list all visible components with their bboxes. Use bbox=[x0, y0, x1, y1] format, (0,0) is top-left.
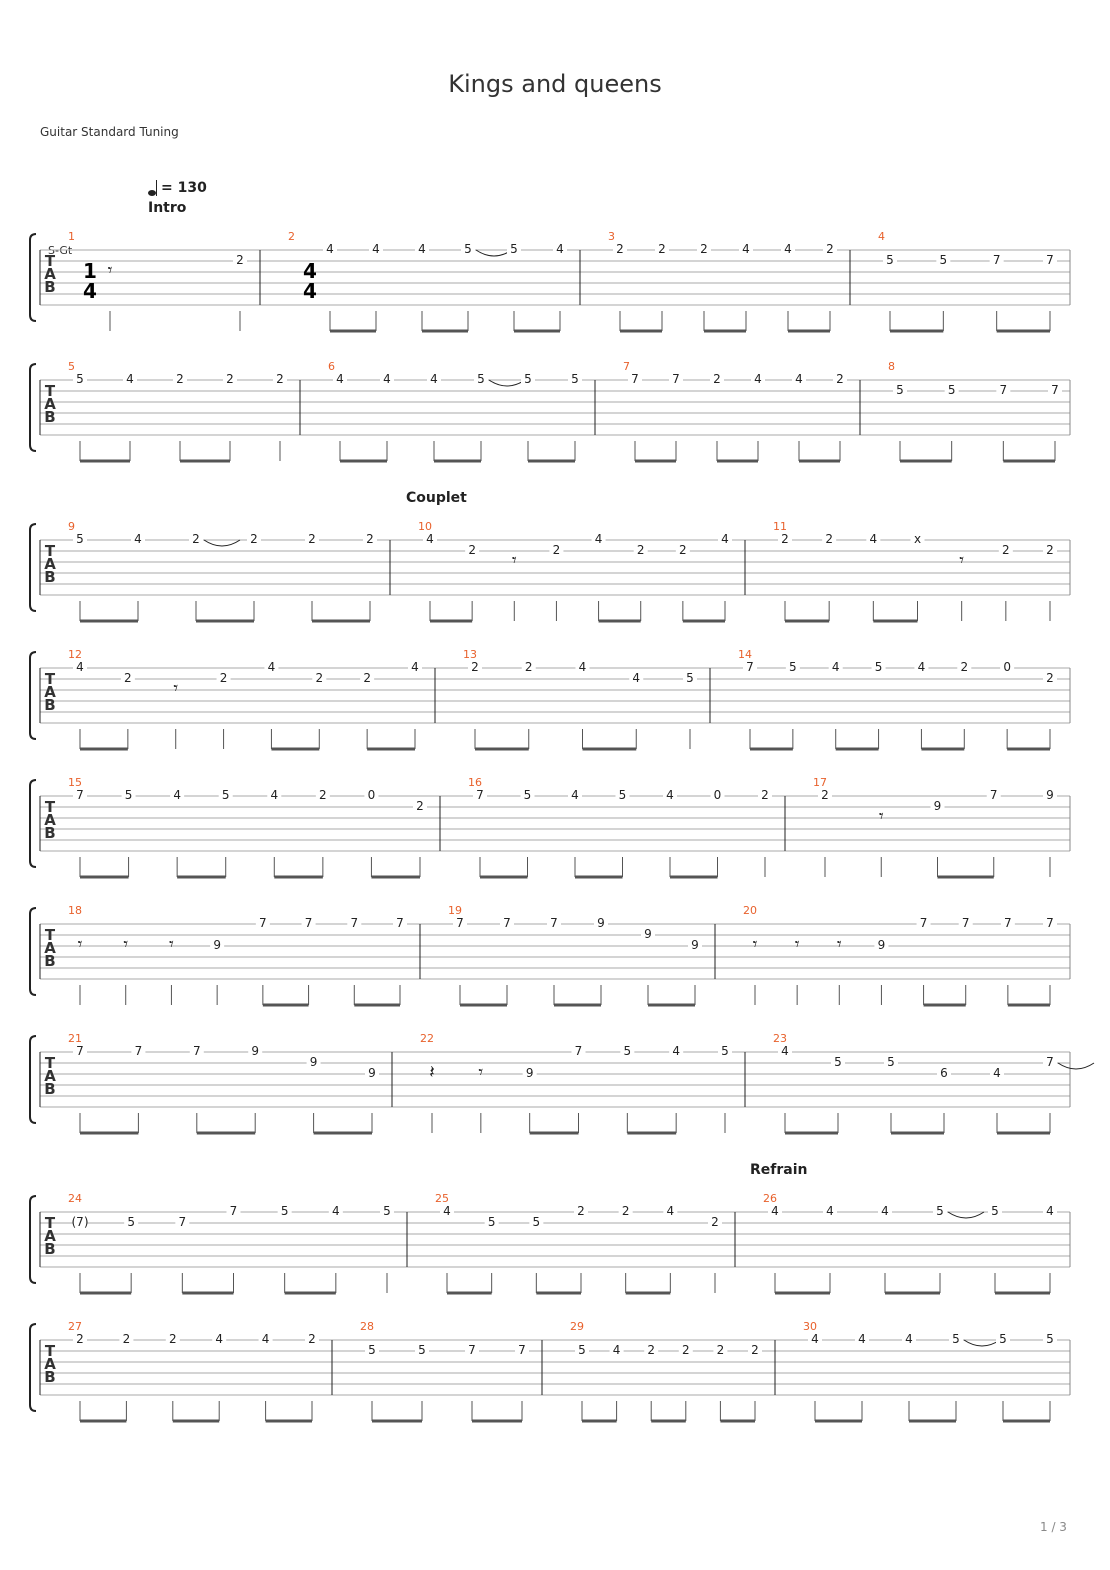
measure-number: 23 bbox=[773, 1032, 787, 1045]
fret-number: 5 bbox=[127, 1215, 135, 1229]
fret-number: 5 bbox=[532, 1215, 541, 1229]
measure-number: 18 bbox=[68, 904, 82, 917]
measure-number: 9 bbox=[68, 520, 75, 533]
fret-number: 2 bbox=[363, 671, 371, 685]
fret-number: 2 bbox=[621, 1204, 630, 1218]
fret-number: 7 bbox=[229, 1204, 238, 1218]
time-signature-top: 1 bbox=[83, 259, 97, 283]
fret-number: 0 bbox=[367, 788, 376, 802]
time-signature-bottom: 4 bbox=[303, 279, 317, 303]
tie-arc bbox=[204, 540, 240, 546]
fret-number: 4 bbox=[795, 372, 803, 386]
fret-number: 2 bbox=[308, 1332, 316, 1346]
measure-number: 13 bbox=[463, 648, 477, 661]
fret-number: 7 bbox=[134, 1044, 143, 1058]
fret-number: 2 bbox=[416, 799, 424, 813]
fret-number: 9 bbox=[644, 927, 652, 941]
instrument-label: S-Gt bbox=[48, 244, 73, 257]
system-bracket bbox=[30, 524, 36, 611]
section-label: Couplet bbox=[406, 490, 467, 506]
tab-letter: A bbox=[44, 1067, 56, 1085]
measure-number: 25 bbox=[435, 1192, 449, 1205]
tuning-label: Guitar Standard Tuning bbox=[40, 125, 179, 139]
fret-number: 4 bbox=[672, 1044, 680, 1058]
tab-letter: A bbox=[44, 939, 56, 957]
tab-letter: A bbox=[44, 683, 56, 701]
fret-number: 5 bbox=[886, 253, 894, 267]
system-bracket bbox=[30, 1324, 36, 1411]
tie-arc bbox=[489, 380, 525, 386]
fret-number: 9 bbox=[213, 938, 221, 952]
tab-letter: B bbox=[44, 568, 56, 586]
tab-letter: T bbox=[44, 1342, 56, 1360]
measure-number: 11 bbox=[773, 520, 787, 533]
fret-number: 7 bbox=[672, 372, 680, 386]
fret-number: 2 bbox=[308, 532, 316, 546]
fret-number: 4 bbox=[826, 1204, 834, 1218]
fret-number: 7 bbox=[259, 916, 267, 930]
fret-number: 2 bbox=[122, 1332, 131, 1346]
rest-symbol: 𝄾 bbox=[794, 934, 800, 955]
fret-number: 7 bbox=[919, 916, 928, 930]
fret-number: 5 bbox=[1046, 1332, 1054, 1346]
section-label: Refrain bbox=[750, 1162, 808, 1178]
rest-symbol: 𝄾 bbox=[77, 934, 83, 955]
fret-number: 7 bbox=[631, 372, 639, 386]
fret-number: 5 bbox=[874, 660, 883, 674]
fret-number: 7 bbox=[476, 788, 484, 802]
fret-number: 2 bbox=[250, 532, 258, 546]
fret-number: 4 bbox=[134, 532, 142, 546]
measure-number: 21 bbox=[68, 1032, 82, 1045]
tab-letter: T bbox=[44, 1214, 56, 1232]
rest-symbol: 𝄽 bbox=[429, 1062, 435, 1083]
fret-number: 4 bbox=[332, 1204, 340, 1218]
tie-arc bbox=[476, 250, 512, 256]
rest-symbol: 𝄾 bbox=[752, 934, 758, 955]
fret-number: (7) bbox=[71, 1215, 89, 1229]
fret-number: 2 bbox=[1002, 543, 1010, 557]
fret-number: 5 bbox=[952, 1332, 960, 1346]
fret-number: 4 bbox=[578, 660, 587, 674]
rest-symbol: 𝄾 bbox=[959, 550, 965, 571]
fret-number: 2 bbox=[826, 242, 834, 256]
measure-number: 20 bbox=[743, 904, 757, 917]
fret-number: 5 bbox=[280, 1204, 289, 1218]
fret-number: x bbox=[913, 532, 922, 546]
measure-number: 19 bbox=[448, 904, 462, 917]
tab-letter: B bbox=[44, 1368, 56, 1386]
fret-number: 2 bbox=[700, 242, 708, 256]
fret-number: 0 bbox=[713, 788, 722, 802]
fret-number: 5 bbox=[418, 1343, 426, 1357]
tab-letter: B bbox=[44, 696, 56, 714]
fret-number: 9 bbox=[933, 799, 942, 813]
fret-number: 2 bbox=[366, 532, 374, 546]
fret-number: 2 bbox=[315, 671, 324, 685]
fret-number: 5 bbox=[487, 1215, 496, 1229]
fret-number: 2 bbox=[636, 543, 645, 557]
fret-number: 2 bbox=[124, 671, 132, 685]
fret-number: 4 bbox=[261, 1332, 270, 1346]
measure-number: 24 bbox=[68, 1192, 82, 1205]
fret-number: 4 bbox=[76, 660, 84, 674]
fret-number: 2 bbox=[192, 532, 200, 546]
system-bracket bbox=[30, 234, 36, 321]
fret-number: 6 bbox=[940, 1066, 948, 1080]
fret-number: 5 bbox=[221, 788, 230, 802]
tab-letter: A bbox=[44, 395, 56, 413]
fret-number: 7 bbox=[1051, 383, 1059, 397]
measure-number: 17 bbox=[813, 776, 827, 789]
measure-number: 22 bbox=[420, 1032, 434, 1045]
fret-number: 2 bbox=[319, 788, 327, 802]
fret-number: 7 bbox=[468, 1343, 476, 1357]
fret-number: 4 bbox=[831, 660, 840, 674]
rest-symbol: 𝄾 bbox=[173, 678, 179, 699]
fret-number: 0 bbox=[1003, 660, 1011, 674]
fret-number: 2 bbox=[960, 660, 969, 674]
fret-number: 4 bbox=[612, 1343, 621, 1357]
fret-number: 5 bbox=[789, 660, 797, 674]
system-bracket bbox=[30, 780, 36, 867]
fret-number: 2 bbox=[781, 532, 789, 546]
fret-number: 7 bbox=[999, 383, 1008, 397]
time-signature-bottom: 4 bbox=[83, 279, 97, 303]
measure-number: 16 bbox=[468, 776, 482, 789]
system-bracket bbox=[30, 364, 36, 451]
fret-number: 5 bbox=[76, 532, 84, 546]
measure-number: 12 bbox=[68, 648, 82, 661]
fret-number: 5 bbox=[686, 671, 694, 685]
fret-number: 7 bbox=[992, 253, 1001, 267]
tempo-value: = 130 bbox=[161, 180, 207, 196]
fret-number: 4 bbox=[917, 660, 926, 674]
system-bracket bbox=[30, 652, 36, 739]
rest-symbol: 𝄾 bbox=[107, 260, 113, 281]
fret-number: 2 bbox=[168, 1332, 177, 1346]
fret-number: 5 bbox=[991, 1204, 999, 1218]
fret-number: 5 bbox=[834, 1055, 842, 1069]
tie-arc bbox=[964, 1340, 1000, 1346]
rest-symbol: 𝄾 bbox=[878, 806, 884, 827]
fret-number: 4 bbox=[754, 372, 762, 386]
system-bracket bbox=[30, 908, 36, 995]
fret-number: 2 bbox=[577, 1204, 585, 1218]
fret-number: 5 bbox=[524, 372, 532, 386]
fret-number: 5 bbox=[523, 788, 532, 802]
fret-number: 2 bbox=[836, 372, 844, 386]
fret-number: 4 bbox=[666, 1204, 675, 1218]
measure-number: 5 bbox=[68, 360, 75, 373]
fret-number: 9 bbox=[368, 1066, 376, 1080]
measure-number: 15 bbox=[68, 776, 82, 789]
measure-number: 2 bbox=[288, 230, 295, 243]
tab-letter: T bbox=[44, 382, 56, 400]
fret-number: 7 bbox=[1046, 1055, 1054, 1069]
measure-number: 29 bbox=[570, 1320, 584, 1333]
fret-number: 4 bbox=[1046, 1204, 1054, 1218]
fret-number: 5 bbox=[510, 242, 518, 256]
fret-number: 2 bbox=[713, 372, 721, 386]
tab-letter: A bbox=[44, 811, 56, 829]
fret-number: 5 bbox=[947, 383, 956, 397]
fret-number: 2 bbox=[1046, 671, 1054, 685]
measure-number: 10 bbox=[418, 520, 432, 533]
fret-number: 5 bbox=[464, 242, 472, 256]
fret-number: 4 bbox=[267, 660, 276, 674]
fret-number: 4 bbox=[126, 372, 134, 386]
fret-number: 7 bbox=[989, 788, 998, 802]
tab-letter: A bbox=[44, 1227, 56, 1245]
fret-number: 4 bbox=[372, 242, 380, 256]
fret-number: 7 bbox=[550, 916, 558, 930]
fret-number: 5 bbox=[939, 253, 948, 267]
fret-number: 4 bbox=[411, 660, 419, 674]
rest-symbol: 𝄾 bbox=[478, 1062, 484, 1083]
tie-arc bbox=[1058, 1063, 1094, 1069]
fret-number: 9 bbox=[1046, 788, 1054, 802]
measure-number: 6 bbox=[328, 360, 335, 373]
rest-symbol: 𝄾 bbox=[123, 934, 129, 955]
fret-number: 4 bbox=[742, 242, 750, 256]
measure-number: 1 bbox=[68, 230, 75, 243]
fret-number: 7 bbox=[396, 916, 404, 930]
fret-number: 4 bbox=[858, 1332, 866, 1346]
measure-number: 14 bbox=[738, 648, 752, 661]
tab-letter: B bbox=[44, 952, 56, 970]
rest-symbol: 𝄾 bbox=[836, 934, 842, 955]
fret-number: 4 bbox=[556, 242, 564, 256]
fret-number: 2 bbox=[471, 660, 479, 674]
fret-number: 4 bbox=[426, 532, 434, 546]
fret-number: 2 bbox=[825, 532, 833, 546]
fret-number: 7 bbox=[192, 1044, 201, 1058]
fret-number: 7 bbox=[1046, 916, 1054, 930]
fret-number: 4 bbox=[869, 532, 878, 546]
fret-number: 2 bbox=[716, 1343, 725, 1357]
measure-number: 4 bbox=[878, 230, 885, 243]
page-number: 1 / 3 bbox=[1040, 1520, 1067, 1534]
fret-number: 5 bbox=[571, 372, 579, 386]
fret-number: 2 bbox=[236, 253, 244, 267]
tab-letter: B bbox=[44, 408, 56, 426]
measure-number: 3 bbox=[608, 230, 615, 243]
fret-number: 5 bbox=[368, 1343, 376, 1357]
fret-number: 5 bbox=[76, 372, 84, 386]
fret-number: 9 bbox=[877, 938, 886, 952]
fret-number: 4 bbox=[430, 372, 438, 386]
fret-number: 2 bbox=[751, 1343, 759, 1357]
song-title: Kings and queens bbox=[448, 70, 662, 98]
fret-number: 5 bbox=[477, 372, 485, 386]
fret-number: 5 bbox=[383, 1204, 391, 1218]
measure-number: 27 bbox=[68, 1320, 82, 1333]
fret-number: 2 bbox=[681, 1343, 690, 1357]
fret-number: 5 bbox=[887, 1055, 895, 1069]
fret-number: 7 bbox=[1004, 916, 1012, 930]
fret-number: 4 bbox=[781, 1044, 789, 1058]
fret-number: 5 bbox=[896, 383, 904, 397]
fret-number: 7 bbox=[503, 916, 511, 930]
fret-number: 2 bbox=[219, 671, 228, 685]
fret-number: 2 bbox=[226, 372, 234, 386]
fret-number: 4 bbox=[632, 671, 641, 685]
fret-number: 2 bbox=[276, 372, 284, 386]
fret-number: 9 bbox=[525, 1066, 534, 1080]
fret-number: 4 bbox=[418, 242, 426, 256]
fret-number: 7 bbox=[456, 916, 464, 930]
section-label: Intro bbox=[148, 200, 187, 216]
fret-number: 5 bbox=[618, 788, 627, 802]
tab-letter: A bbox=[44, 1355, 56, 1373]
fret-number: 4 bbox=[571, 788, 579, 802]
tab-letter: B bbox=[44, 1080, 56, 1098]
fret-number: 2 bbox=[1046, 543, 1054, 557]
fret-number: 5 bbox=[623, 1044, 632, 1058]
measure-number: 30 bbox=[803, 1320, 817, 1333]
tie-arc bbox=[948, 1212, 984, 1218]
fret-number: 4 bbox=[666, 788, 674, 802]
fret-number: 9 bbox=[597, 916, 605, 930]
fret-number: 7 bbox=[76, 788, 84, 802]
measure-number: 8 bbox=[888, 360, 895, 373]
system-bracket bbox=[30, 1036, 36, 1123]
fret-number: 7 bbox=[350, 916, 359, 930]
rest-symbol: 𝄾 bbox=[169, 934, 174, 955]
measure-number: 7 bbox=[623, 360, 630, 373]
fret-number: 9 bbox=[251, 1044, 260, 1058]
fret-number: 4 bbox=[270, 788, 279, 802]
tab-letter: B bbox=[44, 1240, 56, 1258]
fret-number: 5 bbox=[721, 1044, 729, 1058]
time-signature-top: 4 bbox=[303, 259, 317, 283]
fret-number: 4 bbox=[594, 532, 603, 546]
fret-number: 4 bbox=[905, 1332, 913, 1346]
fret-number: 7 bbox=[76, 1044, 84, 1058]
tab-letter: A bbox=[44, 555, 56, 573]
fret-number: 4 bbox=[383, 372, 391, 386]
fret-number: 4 bbox=[336, 372, 344, 386]
fret-number: 4 bbox=[173, 788, 181, 802]
fret-number: 2 bbox=[468, 543, 476, 557]
fret-number: 4 bbox=[811, 1332, 819, 1346]
tab-letter: B bbox=[44, 278, 56, 296]
fret-number: 4 bbox=[771, 1204, 779, 1218]
rest-symbol: 𝄾 bbox=[511, 550, 517, 571]
fret-number: 9 bbox=[691, 938, 699, 952]
fret-number: 7 bbox=[574, 1044, 583, 1058]
tab-letter: A bbox=[44, 265, 56, 283]
fret-number: 7 bbox=[304, 916, 313, 930]
fret-number: 4 bbox=[326, 242, 334, 256]
fret-number: 2 bbox=[616, 242, 624, 256]
fret-number: 4 bbox=[721, 532, 729, 546]
fret-number: 5 bbox=[936, 1204, 944, 1218]
fret-number: 5 bbox=[999, 1332, 1007, 1346]
fret-number: 2 bbox=[647, 1343, 656, 1357]
fret-number: 4 bbox=[993, 1066, 1001, 1080]
fret-number: 2 bbox=[658, 242, 666, 256]
fret-number: 2 bbox=[176, 372, 184, 386]
tab-letter: T bbox=[44, 1054, 56, 1072]
tab-letter: B bbox=[44, 824, 56, 842]
fret-number: 2 bbox=[524, 660, 533, 674]
fret-number: 7 bbox=[518, 1343, 526, 1357]
tab-letter: T bbox=[44, 252, 56, 270]
measure-number: 28 bbox=[360, 1320, 374, 1333]
fret-number: 7 bbox=[961, 916, 970, 930]
fret-number: 2 bbox=[821, 788, 829, 802]
fret-number: 5 bbox=[578, 1343, 586, 1357]
fret-number: 2 bbox=[76, 1332, 84, 1346]
tab-letter: T bbox=[44, 542, 56, 560]
tab-letter: T bbox=[44, 926, 56, 944]
fret-number: 7 bbox=[178, 1215, 187, 1229]
tab-letter: T bbox=[44, 798, 56, 816]
fret-number: 4 bbox=[215, 1332, 224, 1346]
system-bracket bbox=[30, 1196, 36, 1283]
fret-number: 7 bbox=[746, 660, 754, 674]
fret-number: 7 bbox=[1046, 253, 1054, 267]
fret-number: 4 bbox=[881, 1204, 889, 1218]
tab-letter: T bbox=[44, 670, 56, 688]
measure-number: 26 bbox=[763, 1192, 777, 1205]
fret-number: 5 bbox=[124, 788, 133, 802]
fret-number: 2 bbox=[761, 788, 769, 802]
fret-number: 4 bbox=[443, 1204, 451, 1218]
fret-number: 4 bbox=[784, 242, 792, 256]
fret-number: 2 bbox=[711, 1215, 719, 1229]
fret-number: 2 bbox=[552, 543, 561, 557]
fret-number: 2 bbox=[679, 543, 687, 557]
fret-number: 9 bbox=[309, 1055, 318, 1069]
